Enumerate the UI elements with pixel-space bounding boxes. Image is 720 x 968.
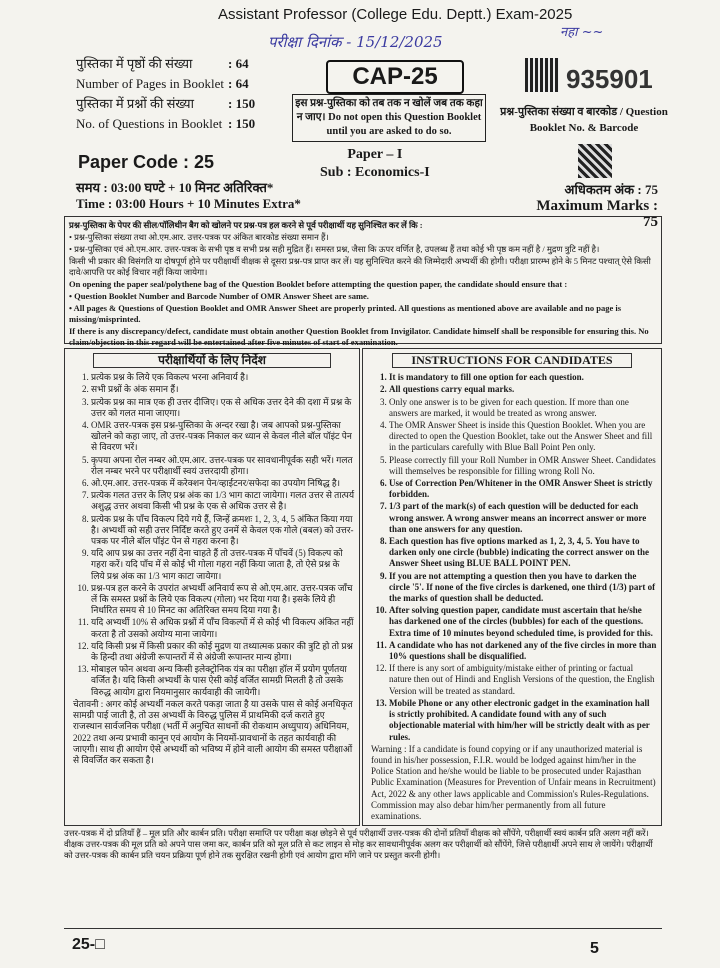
list-item: 4. The OMR Answer Sheet is inside this Question Booklet. When you are directed to open the Question Booklet, take out the Answer Sheet and fill in the particulars carefully with Blue Ball Point Pen only. [389,420,657,454]
list-item: 13. मोबाइल फोन अथवा अन्य किसी इलेक्ट्रोनिक यंत्र का परीक्षा हॉल में प्रयोग पूर्णतया वर्जित है। यदि किसी अभ्यर्थी के पास ऐसी कोई वर्जित सामग्री मिलती है तो उसके विरुद्ध आयोग द्वारा नियमानुसार कार्यवाही की जायेगी। [91,664,355,698]
time-info: समय : 03:00 घण्टे + 10 मिनट अतिरिक्त* Time : 03:00 Hours + 10 Minutes Extra* [76,180,301,211]
list-item: 11. यदि अभ्यर्थी 10% से अधिक प्रश्नों में पाँच विकल्पों में से कोई भी विकल्प अंकित नहीं करता है तो उसको अयोग्य माना जायेगा। [91,617,355,639]
meta-row: पुस्तिका में पृष्ठों की संख्या : 64 [76,56,249,71]
list-item: 11. A candidate who has not darkened any of the five circles in more than 10% questions shall be disqualified. [389,640,657,662]
list-item: 10. प्रश्न-पत्र हल करने के उपरांत अभ्यर्थी अनिवार्य रूप से ओ.एम.आर. उत्तर-पत्रक जाँच लें कि समस्त प्रश्नों के लिये एक विकल्प (गोला) भर दिया गया है। इसके लिये ही निर्धारित समय से 10 मिनट का अतिरिक्त समय दिया गया है। [91,583,355,617]
meta-row: Number of Pages in Booklet : 64 [76,76,249,91]
list-item: 6. Use of Correction Pen/Whitener in the OMR Answer Sheet is strictly forbidden. [389,478,657,500]
list-item: 8. प्रत्येक प्रश्न के पाँच विकल्प दिये गये हैं, जिन्हें क्रमशः 1, 2, 3, 4, 5 अंकित किया गया है। अभ्यर्थी को सही उत्तर निर्दिष्ट करते हुए उनमें से केवल एक गोले (बबल) को उत्तर-पत्रक पर नीले बॉल पॉइंट पेन से गहरा करना है। [91,514,355,548]
list-item: 12. If there is any sort of ambiguity/mistake either of printing or factual nature then out of Hindi and English Versions of the question, the English Version will be treated as standard. [389,663,657,697]
list-item: 3. प्रत्येक प्रश्न का मात्र एक ही उत्तर दीजिए। एक से अधिक उत्तर देने की दशा में प्रश्न के उत्तर को गलत माना जाएगा। [91,397,355,419]
handwritten-corner: नहा ~~ [560,25,604,40]
meta-row: No. of Questions in Booklet : 150 [76,116,256,131]
list-item: 8. Each question has five options marked as 1, 2, 3, 4, 5. You have to darken only one circle (bubble) indicating the correct answer on the Answer Sheet using BLUE BALL POINT PEN. [389,536,657,570]
barcode-label: प्रश्न-पुस्तिका संख्या व बारकोड / Question Booklet No. & Barcode [500,106,668,134]
list-item: 2. सभी प्रश्नों के अंक समान हैं। [91,384,355,395]
english-instructions [362,348,662,826]
list-item: 4. OMR उत्तर-पत्रक इस प्रश्न-पुस्तिका के अन्दर रखा है। जब आपको प्रश्न-पुस्तिका खोलने को कहा जाए, तो उत्तर-पत्रक निकाल कर ध्यान से केवल नीले बॉल पॉइंट पेन से विवरण भरें। [91,420,355,454]
seal-notice: प्रश्न-पुस्तिका के पेपर की सील/पॉलिथीन बैग को खोलने पर प्रश्न-पत्र हल करने से पूर्व परीक्षार्थी यह सुनिश्चित कर लें कि : • प्रश्न-पुस्तिका संख्या तथा ओ.एम.आर. उत्तर-पत्रक पर अंकित बारकोड संख्या समान हैं। • प्रश्न-पुस्तिका एवं ओ.एम.आर. उत्तर-पत्रक के सभी पृष्ठ व सभी प्रश्न सही मुद्रित हैं। समस्त प्रश्न, जैसा कि ऊपर वर्णित है, उपलब्ध हैं तथा कोई भी पृष्ठ कम नहीं है / मुद्रण त्रुटि नहीं है। किसी भी प्रकार की विसंगति या दोषपूर्ण होने पर परीक्षार्थी वीक्षक से दूसरा प्रश्न-पत्र प्राप्त कर लें। यह सुनिश्चित करने की जिम्मेदारी अभ्यर्थी की होगी। परीक्षा प्रारम्भ होने के 5 मिनट पश्चात् ऐसे किसी दावे/आपत्ति पर कोई विचार नहीं किया जायेगा। On opening the paper seal/polythene bag of the Question Booklet before attempting the question paper, the candidate should ensure that : • Question Booklet Number and Barcode Number of OMR Answer Sheet are same. • All pages & Questions of Question Booklet and OMR Answer Sheet are properly printed. All questions as mentioned above are available and no page is missing/misprinted. If there is any discrepancy/defect, candidate must obtain another Question Booklet from Invigilator. Candidate himself shall be responsible for ensuring this. No claim/objection in this regard will be entertained after five minutes of start of examination. [64,216,662,344]
list-item: 5. कृपया अपना रोल नम्बर ओ.एम.आर. उत्तर-पत्रक पर सावधानीपूर्वक सही भरें। गलत रोल नम्बर भरने पर परीक्षार्थी स्वयं उत्तरदायी होगा। [91,455,355,477]
hindi-instructions [64,348,360,826]
answer-sheet-footnote: उत्तर-पत्रक में दो प्रतियाँ हैं – मूल प्रति और कार्बन प्रति। परीक्षा समाप्ति पर परीक्षा कक्ष छोड़ने से पूर्व परीक्षार्थी उत्तर-पत्रक की दोनों प्रतियाँ वीक्षक को सौंपेंगे, परीक्षार्थी स्वयं कार्बन प्रति अलग नहीं करें। वीक्षक उत्तर-पत्रक की मूल प्रति को अपने पास जमा कर, कार्बन प्रति को मूल प्रति से कट लाइन से मोड़ कर सावधानीपूर्वक अलग कर परीक्षार्थी को सौंपेंगे, जिसे परीक्षार्थी अपने साथ ले जायेंगे। परीक्षार्थी को उत्तर-पत्रक की कार्बन प्रति चयन प्रक्रिया पूर्ण होने तक सुरक्षित रखनी होगी एवं आयोग द्वारा माँगे जाने पर प्रस्तुत करनी होगी। [64,828,653,860]
page-number: 5 [590,940,599,957]
list-item: 7. प्रत्येक गलत उत्तर के लिए प्रश्न अंक का 1/3 भाग काटा जायेगा। गलत उत्तर से तात्पर्य अशुद्ध उत्तर अथवा किसी भी प्रश्न के एक से अधिक उत्तर से है। [91,490,355,512]
list-item: 9. यदि आप प्रश्न का उत्तर नहीं देना चाहते हैं तो उत्तर-पत्रक में पाँचवें (5) विकल्प को गहरा करें। यदि पाँच में से कोई भी गोला गहरा नहीं किया जाता है, तो ऐसे प्रश्न के लिये प्रश्न अंक का 1/3 भाग काटा जायेगा। [91,548,355,582]
list-item: 3. Only one answer is to be given for each question. If more than one answers are marked, it would be treated as wrong answer. [389,397,657,419]
english-warning: Warning : If a candidate is found copying or if any unauthorized material is found in his/her possession, F.I.R. would be lodged against him/her in the Police Station and he/she would be liable to be prosecuted under Rajasthan Public Examination (Measures for Prevention of Unfair means in Recruitment) Act, 2022 & any other laws applicable and Commission's Rules-Regulations. Commission may also debar him/her permanently from all future examinations. [371,743,656,821]
hindi-instructions-title: परीक्षार्थियों के लिए निर्देश [93,353,330,368]
meta-row: पुस्तिका में प्रश्नों की संख्या : 150 [76,96,256,111]
list-item: 9. If you are not attempting a question then you have to darken the circle '5'. If none of the five circles is darkened, one third (1/3) part of the marks of question shall be deducted. [389,571,657,605]
hindi-warning: चेतावनी : अगर कोई अभ्यर्थी नकल करते पकड़ा जाता है या उसके पास से कोई अनधिकृत सामग्री पाई जाती है, तो उस अभ्यर्थी के विरुद्ध पुलिस में प्राथमिकी दर्ज कराते हुए राजस्थान सार्वजनिक परीक्षा (भर्ती में अनुचित साधनों की रोकथाम अध्युपाय) अधिनियम, 2022 तथा अन्य प्रभावी कानून एवं आयोग के नियमों-प्रावधानों के तहत कार्यवाही की जाएगी। साथ ही आयोग ऐसे अभ्यर्थी को भविष्य में होने वाली आयोग की समस्त परीक्षाओं से विवर्जित कर सकता है। [73,698,353,765]
cap-code: CAP-25 [326,60,464,94]
paper-code: Paper Code : 25 [78,152,215,172]
barcode-number: 935901 [566,64,653,94]
divider [64,928,662,929]
do-not-open-warning: इस प्रश्न-पुस्तिका को तब तक न खोलें जब तक कहा न जाए। Do not open this Question Booklet until you are asked to do so. [292,94,486,142]
booklet-code: 25-□ [72,936,105,953]
list-item: 1. It is mandatory to fill one option for each question. [389,372,657,383]
english-instructions-title: INSTRUCTIONS FOR CANDIDATES [392,353,632,368]
list-item: 10. After solving question paper, candidate must ascertain that he/she has darkened one of the circles (bubbles) for each of the questions. Extra time of 10 minutes beyond scheduled time, is provided for this. [389,605,657,639]
list-item: 6. ओ.एम.आर. उत्तर-पत्रक में करेक्शन पेन/व्हाईटनर/सफेदा का उपयोग निषिद्ध है। [91,478,355,489]
handwritten-date: परीक्षा दिनांक - 15/12/2025 [268,33,443,51]
booklet-meta [76,54,268,134]
list-item: 7. 1/3 part of the mark(s) of each question will be deducted for each wrong answer. A wrong answer means an incorrect answer or more than one answers for any question. [389,501,657,535]
barcode-icon [525,58,559,92]
qr-code-icon [578,144,612,178]
exam-header: Assistant Professor (College Edu. Deptt.) Exam-2025 [218,6,573,23]
list-item: 5. Please correctly fill your Roll Number in OMR Answer Sheet. Candidates will themselves be responsible for filling wrong Roll No. [389,455,657,477]
max-marks: अधिकतम अंक : 75 Maximum Marks : 75 [536,182,658,230]
list-item: 12. यदि किसी प्रश्न में किसी प्रकार की कोई मुद्रण या तथ्यात्मक प्रकार की त्रुटि हो तो प्रश्न के हिन्दी तथा अंग्रेजी रूपान्तरों में से अंग्रेजी रूपान्तर मान्य होगा। [91,641,355,663]
list-item: 13. Mobile Phone or any other electronic gadget in the examination hall is strictly prohibited. A candidate found with any of such objectionable material with him/her will be strictly dealt with as per rules. [389,698,657,743]
list-item: 1. प्रत्येक प्रश्न के लिये एक विकल्प भरना अनिवार्य है। [91,372,355,383]
list-item: 2. All questions carry equal marks. [389,384,657,395]
paper-subject: Paper – I Sub : Economics-I [320,147,430,180]
